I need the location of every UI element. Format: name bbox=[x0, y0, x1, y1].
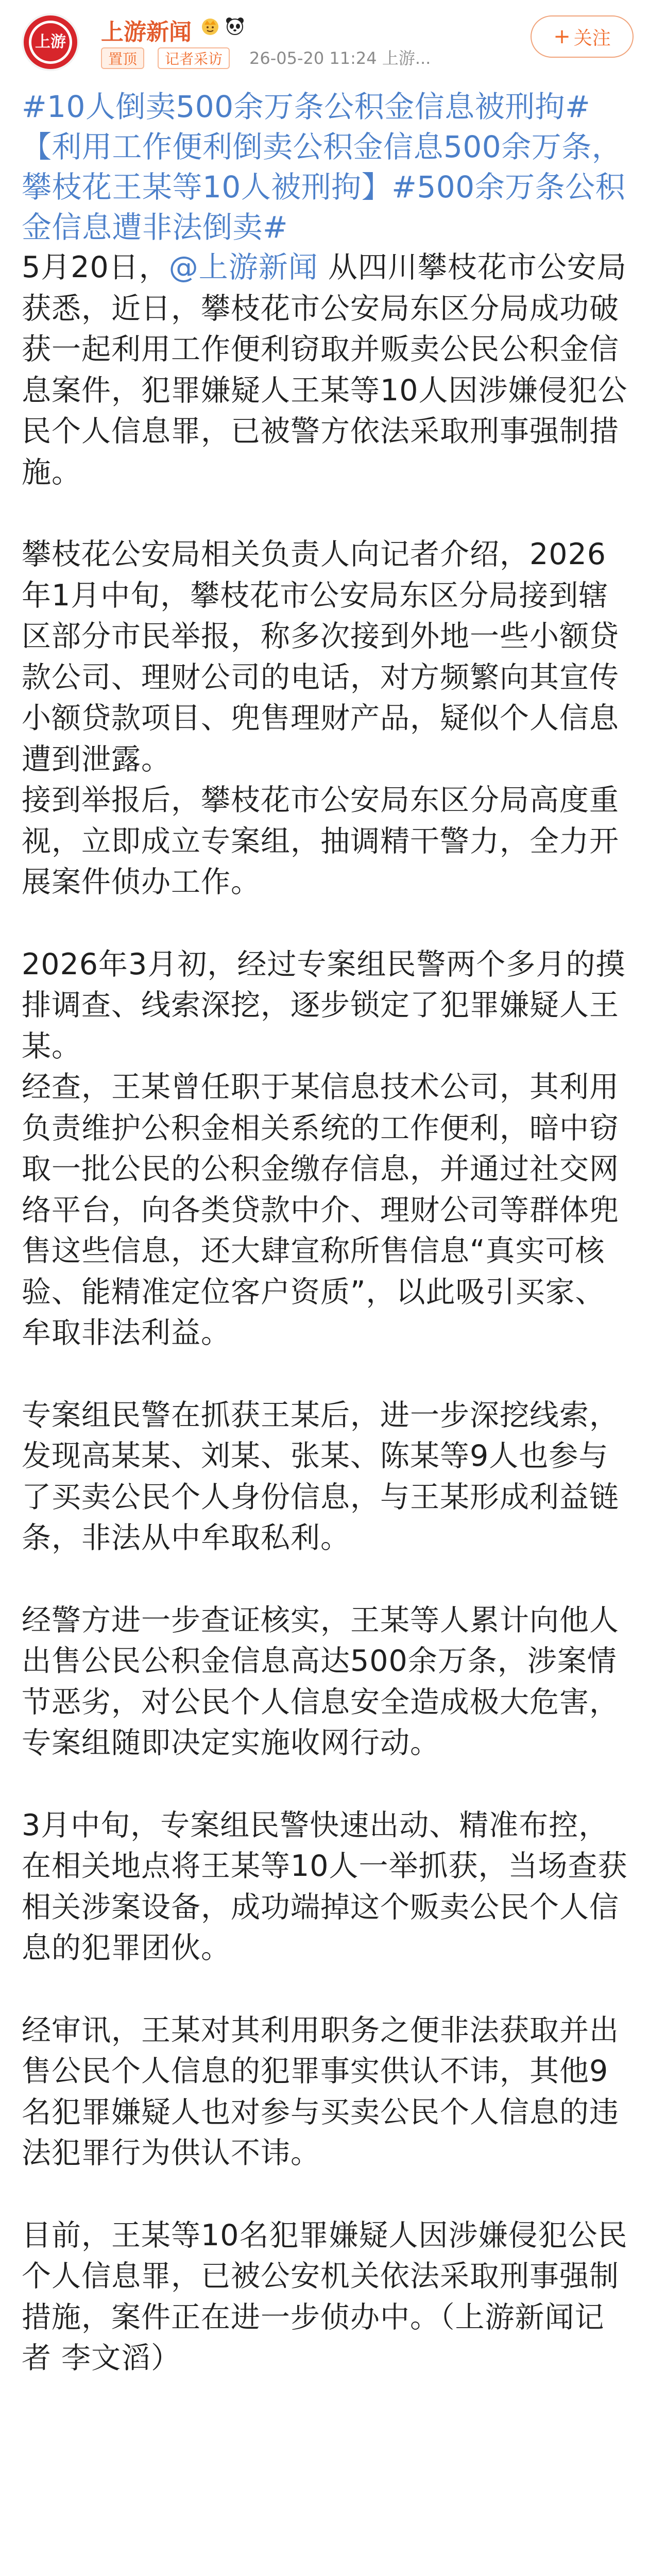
follow-button[interactable] bbox=[531, 15, 634, 58]
follow-label: 关注 bbox=[573, 27, 611, 49]
paragraph-6: 专案组民警在抓获王某后，进一步深挖线索，发现高某某、刘某、张某、陈某等9人也参与了买卖公民个人身份信息，与王某形成利益链条，非法从中牟取私利。 bbox=[22, 1398, 619, 1555]
reporter-interview-badge[interactable]: 记者采访 bbox=[158, 47, 230, 69]
paragraph-9: 经审讯，王某对其利用职务之便非法获取并出售公民个人信息的犯罪事实供认不讳，其他9名犯罪嫌疑人也对参与买卖公民个人信息的违法犯罪行为供认不讳。 bbox=[22, 2013, 619, 2170]
account-name[interactable]: 上游新闻 bbox=[101, 19, 192, 45]
crown-badge-icon bbox=[200, 15, 220, 36]
mention-link[interactable]: @上游新闻 bbox=[168, 250, 318, 284]
avatar[interactable] bbox=[22, 13, 79, 71]
paragraph-4: 2026年3月初，经过专案组民警两个多月的摸排调查、线索深挖，逐步锁定了犯罪嫌疑人王某。 bbox=[22, 947, 626, 1063]
paragraph-7: 经警方进一步查证核实，王某等人累计向他人出售公民公积金信息高达500余万条，涉案情节恶劣，对公民个人信息安全造成极大危害，专案组随即决定实施收网行动。 bbox=[22, 1603, 619, 1760]
paragraph-1-prefix: 5月20日， bbox=[22, 250, 169, 284]
paragraph-10: 目前，王某等10名犯罪嫌疑人因涉嫌侵犯公民个人信息罪，已被公安机关依法采取刑事强制措施，案件正在进一步侦办中。（上游新闻记者 李文滔） bbox=[22, 2218, 628, 2375]
plus-icon: + bbox=[553, 25, 571, 48]
hashtag-headline[interactable]: #10人倒卖500余万条公积金信息被刑拘#【利用工作便利倒卖公积金信息500余万条，攀枝花王某等10人被刑拘】#500余万条公积金信息遭非法倒卖# bbox=[22, 89, 626, 245]
post-header bbox=[0, 0, 649, 82]
paragraph-1 bbox=[22, 247, 631, 493]
paragraph-8: 3月中旬，专案组民警快速出动、精准布控，在相关地点将王某等10人一举抓获，当场查获相关涉案设备，成功端掉这个贩卖公民个人信息的犯罪团伙。 bbox=[22, 1808, 628, 1965]
post-meta: 26-05-20 11:24 上游... bbox=[249, 48, 431, 68]
panda-badge-icon bbox=[225, 15, 245, 36]
avatar-logo bbox=[29, 21, 72, 64]
paragraph-2: 攀枝花公安局相关负责人向记者介绍，2026年1月中旬，攀枝花市公安局东区分局接到辖区部分市民举报，称多次接到外地一些小额贷款公司、理财公司的电话，对方频繁向其宣传小额贷款项目、兜售理财产品，疑似个人信息遭到泄露。 bbox=[22, 537, 619, 776]
post-content bbox=[22, 87, 631, 2379]
pinned-badge: 置顶 bbox=[101, 47, 144, 69]
paragraph-5: 经查，王某曾任职于某信息技术公司，其利用负责维护公积金相关系统的工作便利，暗中窃取一批公民的公积金缴存信息，并通过社交网络平台，向各类贷款中介、理财公司等群体兜售这些信息，还大肆宣称所售信息“真实可核验、能精准定位客户资质”，以此吸引买家、牟取非法利益。 bbox=[22, 1070, 619, 1350]
paragraph-3: 接到举报后，攀枝花市公安局东区分局高度重视，立即成立专案组，抽调精干警力，全力开展案件侦办工作。 bbox=[22, 783, 619, 899]
avatar-text: 上游 bbox=[35, 33, 66, 51]
paragraph-1-text: 从四川攀枝花市公安局获悉，近日，攀枝花市公安局东区分局成功破获一起利用工作便利窃取并贩卖公民公积金信息案件，犯罪嫌疑人王某等10人因涉嫌侵犯公民个人信息罪，已被警方依法采取刑事强制措施。 bbox=[22, 250, 628, 489]
